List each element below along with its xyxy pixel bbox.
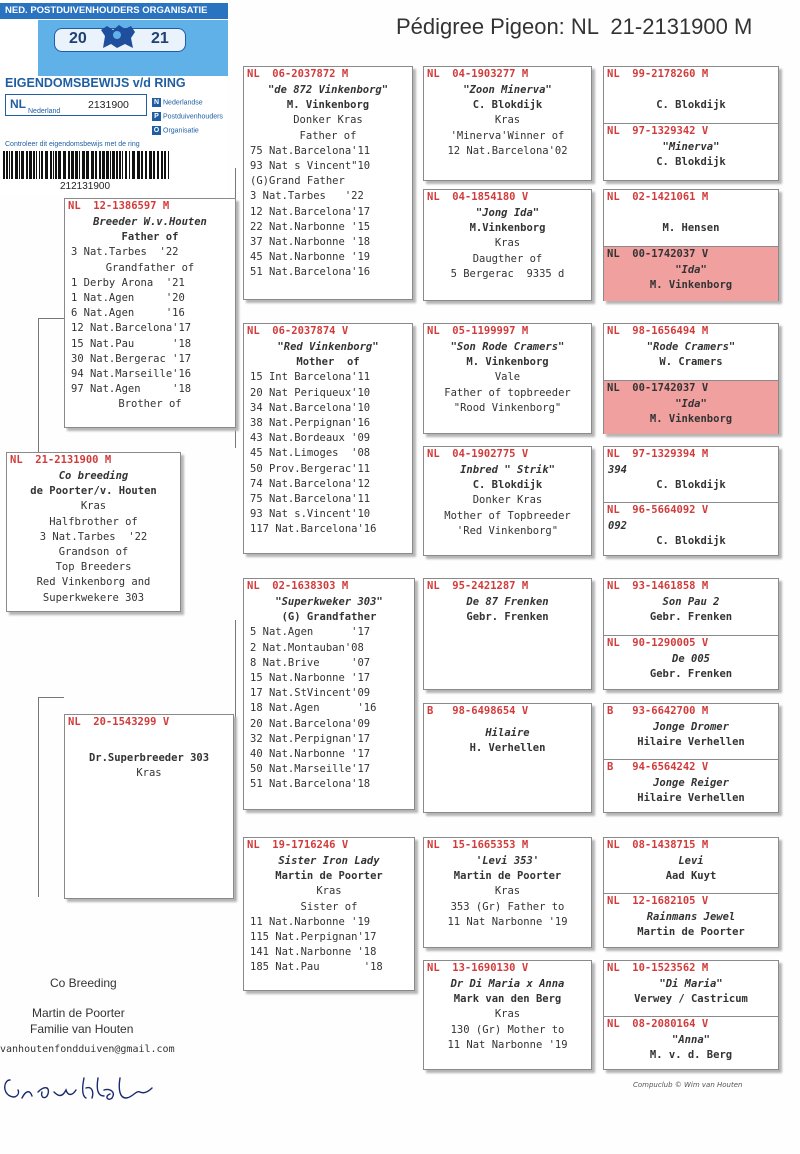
result-line: 50 Nat.Marseille'17 bbox=[250, 763, 371, 776]
pigeon-name: Dr.Superbreeder 303 bbox=[88, 752, 210, 764]
detail-line: Father of topbreeder bbox=[444, 386, 571, 399]
result-line: 15 Nat.Pau '18 bbox=[71, 337, 192, 350]
barcode-bar bbox=[68, 151, 70, 179]
pigeon-name: "Minerva" bbox=[662, 141, 720, 153]
ring-number: 2131900 bbox=[88, 99, 129, 111]
breeder-name: Gebr. Frenken bbox=[466, 611, 549, 624]
year-right: 21 bbox=[151, 30, 169, 47]
barcode-bar bbox=[141, 151, 143, 179]
ring-number: NL 12-1386597 M bbox=[68, 200, 170, 212]
barcode-bar bbox=[33, 151, 35, 179]
g3-card[interactable] bbox=[423, 66, 592, 181]
pigeon-name: 'Levi 353' bbox=[475, 855, 540, 867]
ring-number: NL 12-1682105 V bbox=[607, 895, 709, 907]
result-line: 6 Nat.Agen '16 bbox=[71, 307, 185, 320]
subject-line-9: Superkwekere 303 bbox=[42, 591, 145, 604]
mf-line-2: (G) Grandfather bbox=[281, 611, 377, 624]
barcode-bar bbox=[41, 151, 43, 179]
detail-line: Kras bbox=[494, 885, 521, 898]
detail-line: 'Minerva'Winner of bbox=[450, 129, 565, 142]
connector-line bbox=[38, 318, 64, 319]
result-line: 30 Nat.Bergerac '17 bbox=[71, 352, 192, 365]
pigeon-name: "Ida" bbox=[675, 398, 707, 410]
ring-number: NL 10-1523562 M bbox=[607, 962, 709, 974]
pigeon-name: 092 bbox=[608, 520, 627, 532]
barcode-bar bbox=[116, 151, 118, 179]
breeder-name: Martin de Poorter bbox=[275, 870, 383, 883]
result-line: 20 Nat Periqueux'10 bbox=[250, 386, 371, 399]
barcode-bar bbox=[82, 151, 85, 179]
barcode-icon bbox=[3, 151, 171, 179]
result-line: 32 Nat.Perpignan'17 bbox=[250, 732, 371, 745]
connector-line bbox=[38, 697, 39, 897]
result-line: 2 Nat.Montauban'08 bbox=[250, 641, 364, 654]
result-line: 37 Nat.Narbonne '18 bbox=[250, 236, 371, 249]
year-left: 20 bbox=[69, 30, 87, 47]
detail-line: Kras bbox=[494, 237, 521, 250]
owner-name: Martin de Poorter bbox=[32, 1006, 125, 1020]
co-breeding-label: Co Breeding bbox=[50, 976, 117, 990]
result-line: 75 Nat.Barcelona'11 bbox=[250, 144, 371, 157]
ring-number: NL 99-2178260 M bbox=[607, 68, 709, 80]
ring-country: NL bbox=[10, 97, 26, 111]
barcode-bar bbox=[157, 151, 159, 179]
result-line: 75 Nat.Barcelona'11 bbox=[250, 493, 371, 506]
detail-line: 130 (Gr) Mother to bbox=[450, 1023, 565, 1036]
result-line: 51 Nat.Barcelona'16 bbox=[250, 266, 371, 279]
result-line: 115 Nat.Perpignan'17 bbox=[250, 931, 377, 944]
result-line: 18 Nat.Agen '16 bbox=[250, 702, 377, 715]
pigeon-name: Sister Iron Lady bbox=[278, 855, 380, 867]
result-line: 20 Nat.Barcelona'09 bbox=[250, 717, 371, 730]
barcode-bar bbox=[79, 151, 80, 179]
ring-number: NL 05-1199997 M bbox=[427, 325, 529, 337]
result-line: 22 Nat.Narbonne '15 bbox=[250, 220, 371, 233]
father-line-3: Grandfather of bbox=[105, 261, 195, 274]
npo-o: O Organisatie bbox=[153, 127, 199, 135]
pigeon-name: Dr Di Maria x Anna bbox=[450, 978, 565, 990]
breeder-name: C. Blokdijk bbox=[656, 156, 726, 169]
g3-card[interactable] bbox=[423, 703, 592, 813]
copyright-credit: Compuclub © Wim van Houten bbox=[633, 1081, 743, 1089]
detail-line: 12 Nat.Barcelona'02 bbox=[447, 144, 568, 157]
result-line: 97 Nat.Agen '18 bbox=[71, 383, 192, 396]
detail-line: Donker Kras bbox=[472, 494, 543, 507]
result-line: 11 Nat.Narbonne '19 bbox=[250, 915, 371, 928]
pigeon-name: "Jong Ida" bbox=[475, 207, 540, 219]
pigeon-name: "Ida" bbox=[675, 264, 707, 276]
detail-line: "Rood Vinkenborg" bbox=[453, 401, 562, 414]
result-line: 3 Nat.Tarbes '22 bbox=[250, 190, 364, 203]
father-line-4: Brother of bbox=[118, 398, 182, 411]
barcode-bar bbox=[6, 151, 8, 179]
barcode-number: 212131900 bbox=[60, 181, 111, 192]
subject-pigeon-card[interactable] bbox=[6, 452, 181, 612]
pigeon-name: Jonge Dromer bbox=[653, 721, 729, 733]
npo-p: P Postduivenhouders bbox=[152, 112, 223, 121]
ring-number: B 94-6564242 V bbox=[607, 761, 709, 773]
subject-line-5: 3 Nat.Tarbes '22 bbox=[39, 530, 148, 543]
mother-card[interactable] bbox=[64, 714, 234, 899]
breeder-name: M. Vinkenborg bbox=[286, 99, 370, 112]
breeder-name: C. Blokdijk bbox=[472, 99, 543, 112]
breeder-name: M. v. d. Berg bbox=[649, 1049, 733, 1062]
pigeon-name: Levi bbox=[678, 855, 704, 867]
result-line: 40 Nat.Narbonne '17 bbox=[250, 748, 371, 761]
pigeon-name: Inbred " Strik" bbox=[460, 464, 555, 476]
pigeon-name: De 87 Frenken bbox=[466, 596, 549, 608]
g4-pair-card[interactable] bbox=[603, 837, 779, 948]
ring-number: NL 02-1421061 M bbox=[607, 191, 709, 203]
barcode-bar bbox=[168, 151, 169, 179]
barcode-bar bbox=[58, 151, 61, 179]
maternal-grandfather-card[interactable] bbox=[243, 578, 415, 810]
ring-number: NL 13-1690130 V bbox=[427, 962, 529, 974]
detail-line: 11 Nat Narbonne '19 bbox=[447, 915, 568, 928]
ring-number: NL 00-1742037 V bbox=[607, 248, 709, 260]
lion-emblem-icon bbox=[95, 22, 141, 52]
mother-line-2: Kras bbox=[136, 767, 162, 780]
ring-number: NL 96-5664092 V bbox=[607, 504, 709, 516]
barcode-bar bbox=[36, 151, 37, 179]
breeder-name: H. Verhellen bbox=[469, 742, 546, 755]
color: Kras bbox=[316, 885, 342, 898]
breeder-name: M. Vinkenborg bbox=[649, 279, 733, 292]
pigeon-name: "Rode Cramers" bbox=[646, 341, 736, 353]
result-line: 185 Nat.Pau '18 bbox=[250, 961, 383, 974]
barcode-bar bbox=[86, 151, 89, 179]
breeder-name: Gebr. Frenken bbox=[649, 611, 733, 624]
pigeon-name: "Red Vinkenborg" bbox=[277, 341, 379, 353]
connector-line bbox=[38, 318, 39, 452]
pigeon-name: "Di Maria" bbox=[659, 978, 723, 990]
ring-number: NL 95-2421287 M bbox=[427, 580, 529, 592]
ring-number: NL 97-1329394 M bbox=[607, 448, 709, 460]
father-line-2: Father of bbox=[121, 231, 179, 244]
ring-number: NL 20-1543299 V bbox=[68, 716, 170, 728]
signature-icon bbox=[0, 1068, 160, 1108]
ring-number: NL 04-1902775 V bbox=[427, 448, 529, 460]
breeder-name: Martin de Poorter bbox=[453, 870, 562, 883]
barcode-bar bbox=[39, 151, 40, 179]
result-line: 15 Nat.Narbonne '17 bbox=[250, 672, 371, 685]
detail-line: 353 (Gr) Father to bbox=[450, 900, 565, 913]
barcode-bar bbox=[29, 151, 32, 179]
note: Father of bbox=[299, 129, 357, 142]
breeder-name: C. Blokdijk bbox=[472, 479, 543, 492]
barcode-bar bbox=[161, 151, 163, 179]
breeder-name: Martin de Poorter bbox=[637, 926, 745, 939]
country-caption: Nederland bbox=[28, 108, 61, 115]
detail-line: Kras bbox=[494, 1008, 521, 1021]
g4-pair-card[interactable] bbox=[603, 66, 779, 181]
result-line: 3 Nat.Tarbes '22 bbox=[71, 246, 179, 259]
ring-number: NL 08-2080164 V bbox=[607, 1018, 709, 1030]
note: Sister of bbox=[300, 900, 358, 913]
g3-card[interactable] bbox=[423, 446, 592, 556]
breeder-name: M. Vinkenborg bbox=[466, 356, 549, 369]
pigeon-name: Hilaire bbox=[485, 727, 530, 739]
result-line: 93 Nat s Vincent"10 bbox=[250, 160, 371, 173]
result-line: 15 Int Barcelona'11 bbox=[250, 371, 371, 384]
breeder-name: M. Hensen bbox=[662, 222, 720, 234]
result-line: (G)Grand Father bbox=[250, 175, 345, 188]
ring-number: NL 04-1854180 V bbox=[427, 191, 529, 203]
color: Donker Kras bbox=[293, 114, 363, 127]
result-line: 50 Prov.Bergerac'11 bbox=[250, 462, 371, 475]
pigeon-name: "Superkweker 303" bbox=[275, 596, 383, 608]
pigeon-name: Breeder W.v.Houten bbox=[93, 216, 207, 228]
g3-card[interactable] bbox=[423, 323, 592, 434]
barcode-bar bbox=[129, 151, 130, 179]
barcode-bar bbox=[164, 151, 166, 179]
subject-line-1: Co breeding bbox=[58, 470, 129, 482]
npo-o-label: Organisatie bbox=[163, 127, 199, 135]
barcode-bar bbox=[145, 151, 147, 179]
g3-card[interactable] bbox=[423, 578, 592, 690]
breeder-name: Hilaire Verhellen bbox=[637, 736, 745, 749]
barcode-bar bbox=[95, 151, 97, 179]
barcode-bar bbox=[71, 151, 74, 179]
barcode-bar bbox=[75, 151, 78, 179]
father-card[interactable] bbox=[64, 198, 236, 428]
breeder-name: Verwey / Castricum bbox=[634, 993, 748, 1006]
pigeon-name: "Son Rode Cramers" bbox=[450, 341, 565, 353]
barcode-bar bbox=[149, 151, 152, 179]
barcode-bar bbox=[112, 151, 115, 179]
g4-pair-card[interactable] bbox=[603, 960, 779, 1070]
breeder-name: M. Vinkenborg bbox=[649, 413, 733, 426]
result-line: 1 Nat.Agen '20 bbox=[71, 292, 185, 305]
ring-number: NL 19-1716246 V bbox=[247, 839, 349, 851]
ring-number: NL 15-1665353 M bbox=[427, 839, 529, 851]
barcode-bar bbox=[125, 151, 127, 179]
result-line: 94 Nat.Marseille'16 bbox=[71, 368, 192, 381]
page-title: Pédigree Pigeon: NL 21-2131900 M bbox=[396, 14, 753, 39]
detail-line: 5 Bergerac 9335 d bbox=[450, 267, 565, 280]
subject-line-7: Top Breeders bbox=[55, 561, 132, 574]
subject-line-8: Red Vinkenborg and bbox=[36, 576, 151, 589]
result-line: 45 Nat.Narbonne '19 bbox=[250, 251, 371, 264]
npo-p-label: Postduivenhouders bbox=[163, 113, 223, 121]
subject-line-6: Grandson of bbox=[58, 546, 129, 559]
ring-number: B 93-6642700 M bbox=[607, 705, 709, 717]
barcode-bar bbox=[55, 151, 57, 179]
pigeon-name: De 005 bbox=[672, 653, 710, 665]
subject-line-2: de Poorter/v. Houten bbox=[30, 485, 157, 498]
paternal-grandfather-card[interactable] bbox=[243, 66, 413, 300]
ring-number: NL 97-1329342 V bbox=[607, 125, 709, 137]
ring-number-field bbox=[5, 94, 147, 116]
breeder-name: W. Cramers bbox=[659, 356, 723, 369]
barcode-bar bbox=[110, 151, 111, 179]
subject-line-4: Halfbrother of bbox=[49, 515, 138, 528]
ring-number: NL 93-1461858 M bbox=[607, 580, 709, 592]
ring-number: NL 08-1438715 M bbox=[607, 839, 709, 851]
g3-card[interactable] bbox=[423, 837, 592, 948]
result-line: 8 Nat.Brive '07 bbox=[250, 656, 371, 669]
detail-line: Vale bbox=[494, 371, 521, 384]
pigeon-name: 394 bbox=[608, 464, 627, 476]
breeder-name: C. Blokdijk bbox=[656, 479, 726, 492]
barcode-bar bbox=[122, 151, 123, 179]
breeder-name: Hilaire Verhellen bbox=[637, 792, 745, 805]
barcode-bar bbox=[132, 151, 135, 179]
result-line: 5 Nat.Agen '17 bbox=[250, 626, 371, 639]
connector-line bbox=[38, 697, 64, 698]
g4-pair-card[interactable] bbox=[603, 703, 779, 813]
g4-pair-card[interactable] bbox=[603, 189, 779, 301]
ownership-title: EIGENDOMSBEWIJS v/d RING bbox=[5, 76, 186, 90]
breeder-name: Gebr. Frenken bbox=[649, 668, 733, 681]
barcode-bar bbox=[50, 151, 52, 179]
ring-number: NL 00-1742037 V bbox=[607, 382, 709, 394]
result-line: 51 Nat.Barcelona'18 bbox=[250, 778, 371, 791]
result-line: 74 Nat.Barcelona'12 bbox=[250, 477, 371, 490]
result-line: 38 Nat.Perpignan'16 bbox=[250, 417, 371, 430]
breeder-name: M.Vinkenborg bbox=[469, 222, 546, 235]
ring-number: NL 90-1290005 V bbox=[607, 637, 709, 649]
breeder-name: Mark van den Berg bbox=[453, 993, 562, 1006]
fm-line-2: Mother of bbox=[296, 356, 360, 369]
barcode-bar bbox=[91, 151, 94, 179]
pigeon-name: Son Pau 2 bbox=[662, 596, 720, 608]
connector-line bbox=[235, 620, 236, 900]
result-line: 34 Nat.Barcelona'10 bbox=[250, 401, 371, 414]
result-line: 141 Nat.Narbonne '18 bbox=[250, 946, 377, 959]
barcode-bar bbox=[106, 151, 109, 179]
g3-card[interactable] bbox=[423, 189, 592, 301]
pigeon-name: Jonge Reiger bbox=[653, 777, 729, 789]
g4-pair-card[interactable] bbox=[603, 446, 779, 556]
detail-line: Kras bbox=[494, 114, 521, 127]
result-line: 45 Nat.Limoges '08 bbox=[250, 447, 371, 460]
barcode-bar bbox=[102, 151, 105, 179]
subject-line-3: Kras bbox=[80, 500, 107, 513]
npo-n-label: Nederlandse bbox=[163, 99, 203, 107]
barcode-bar bbox=[119, 151, 121, 179]
barcode-bar bbox=[99, 151, 101, 179]
g4-pair-card[interactable] bbox=[603, 578, 779, 690]
barcode-bar bbox=[3, 151, 5, 179]
ring-number: NL 21-2131900 M bbox=[10, 454, 112, 466]
result-line: 1 Derby Arona '21 bbox=[71, 276, 185, 289]
barcode-bar bbox=[26, 151, 28, 179]
g3-card[interactable] bbox=[423, 960, 592, 1070]
detail-line: 'Red Vinkenborg" bbox=[456, 524, 559, 537]
barcode-bar bbox=[15, 151, 18, 179]
barcode-bar bbox=[11, 151, 13, 179]
ring-number: NL 04-1903277 M bbox=[427, 68, 529, 80]
result-line: 117 Nat.Barcelona'16 bbox=[250, 523, 377, 536]
result-line: 12 Nat.Barcelona'17 bbox=[71, 322, 192, 335]
pigeon-name: "Zoon Minerva" bbox=[463, 84, 552, 96]
detail-line: Mother of Topbreeder bbox=[444, 509, 571, 522]
pigeon-name: Rainmans Jewel bbox=[646, 911, 736, 923]
ring-number: B 98-6498654 V bbox=[427, 705, 529, 717]
organisation-banner: NED. POSTDUIVENHOUDERS ORGANISATIE bbox=[0, 3, 228, 19]
control-caption: Controleer dit eigendomsbewijs met de ring bbox=[5, 141, 140, 148]
ring-certificate bbox=[0, 0, 228, 196]
ring-number: NL 98-1656494 M bbox=[607, 325, 709, 337]
ring-number: NL 06-2037872 M bbox=[247, 68, 349, 80]
pigeon-name: "Anna" bbox=[672, 1034, 710, 1046]
maternal-grandmother-card[interactable] bbox=[243, 837, 415, 991]
barcode-bar bbox=[63, 151, 66, 179]
barcode-bar bbox=[45, 151, 48, 179]
detail-line: 11 Nat Narbonne '19 bbox=[447, 1038, 568, 1051]
barcode-bar bbox=[137, 151, 140, 179]
result-line: 43 Nat.Bordeaux '09 bbox=[250, 432, 371, 445]
barcode-bar bbox=[153, 151, 155, 179]
npo-n: N Nederlandse bbox=[153, 99, 203, 107]
detail-line: Daugther of bbox=[472, 252, 543, 265]
result-line: 12 Nat.Barcelona'17 bbox=[250, 205, 371, 218]
g4-pair-card[interactable] bbox=[603, 323, 779, 434]
result-line: 93 Nat s.Vincent'10 bbox=[250, 508, 371, 521]
ring-number: NL 06-2037874 V bbox=[247, 325, 349, 337]
barcode-bar bbox=[21, 151, 24, 179]
result-line: 17 Nat.StVincent'09 bbox=[250, 687, 371, 700]
owner-name: Familie van Houten bbox=[30, 1022, 134, 1036]
ring-number: NL 02-1638303 M bbox=[247, 580, 349, 592]
contact-email[interactable]: vanhoutenfondduiven@gmail.com bbox=[0, 1044, 175, 1055]
pigeon-name: "de 872 Vinkenborg" bbox=[267, 84, 389, 96]
barcode-bar bbox=[19, 151, 20, 179]
breeder-name: C. Blokdijk bbox=[656, 535, 726, 548]
barcode-bar bbox=[9, 151, 10, 179]
breeder-name: Aad Kuyt bbox=[665, 870, 717, 883]
paternal-grandmother-card[interactable] bbox=[243, 323, 413, 554]
breeder-name: C. Blokdijk bbox=[656, 99, 726, 111]
barcode-bar bbox=[53, 151, 54, 179]
